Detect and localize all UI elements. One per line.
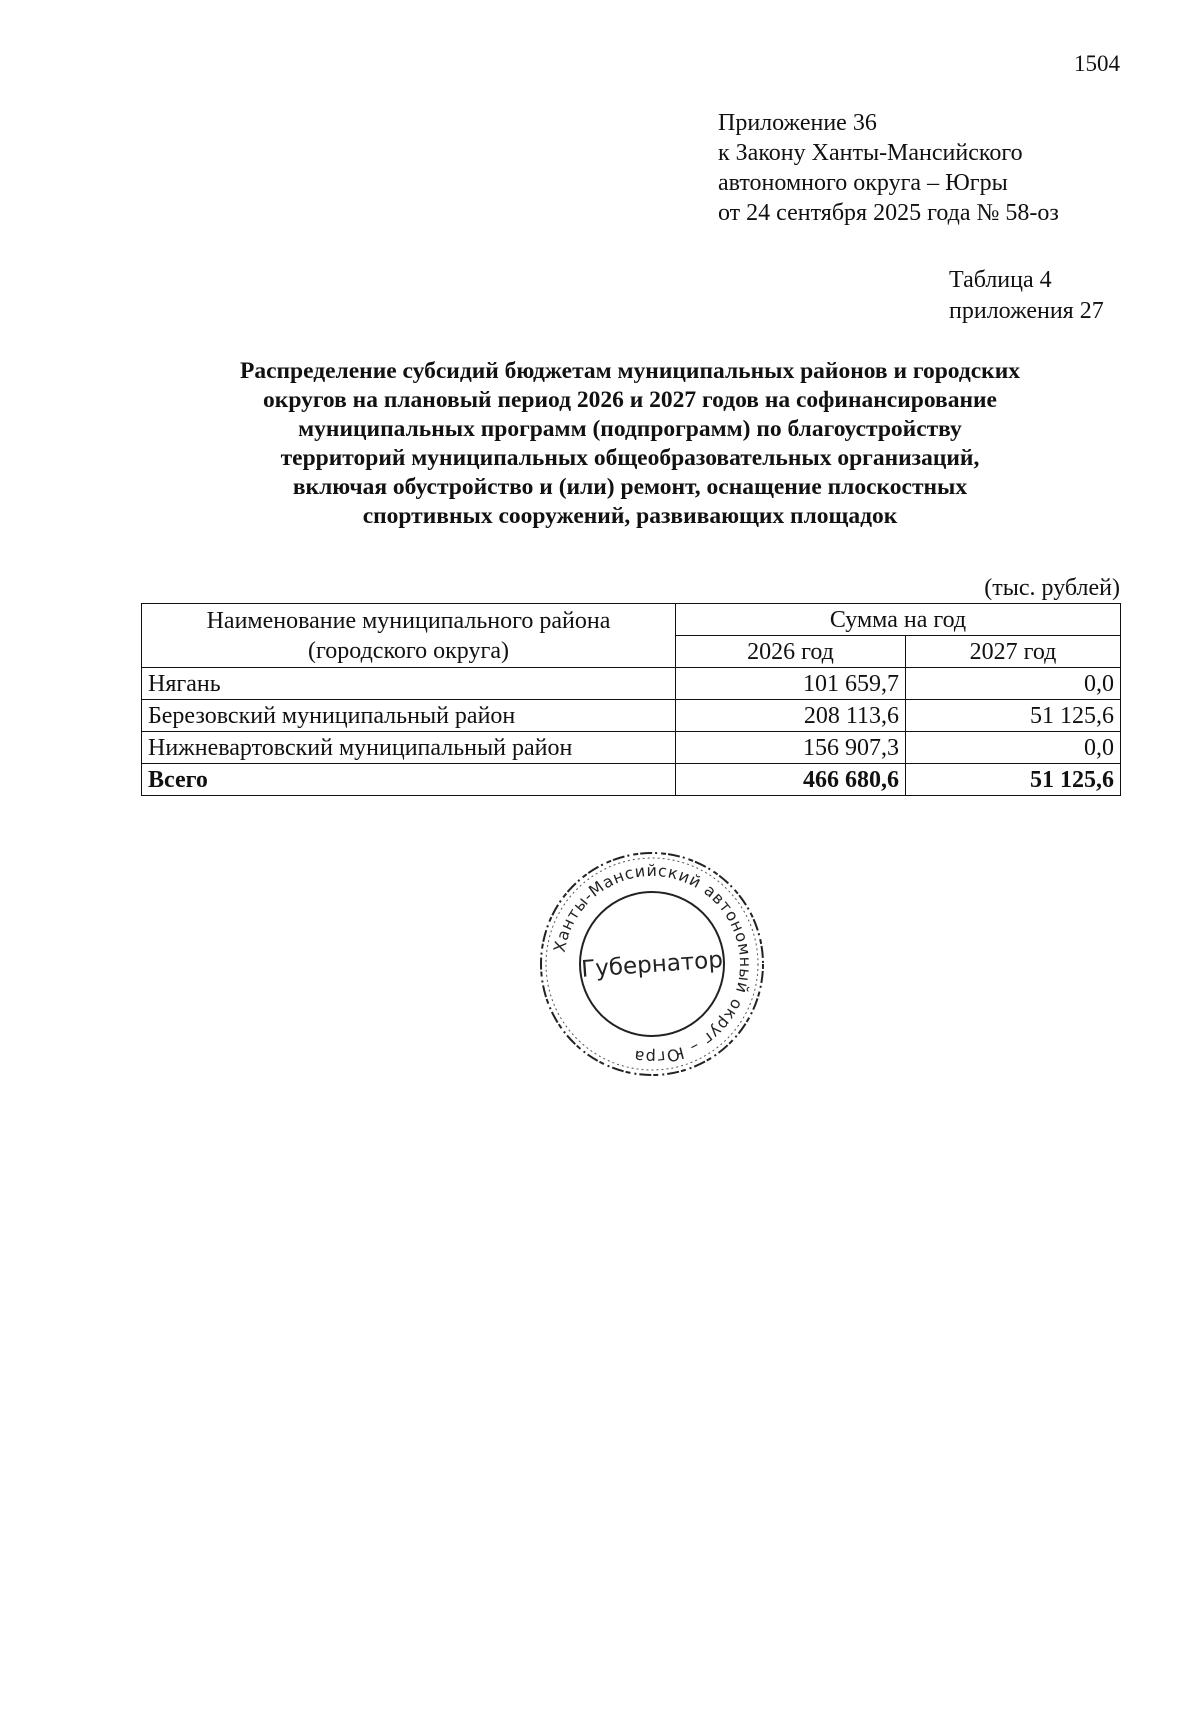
title-line: округов на плановый период 2026 и 2027 годов на софинансирование bbox=[263, 387, 997, 413]
header-name-line1: Наименование муниципального района bbox=[206, 607, 611, 634]
title-line: муниципальных программ (подпрограмм) по благоустройству bbox=[298, 416, 962, 442]
title-line: Распределение субсидий бюджетам муниципальных районов и городских bbox=[239, 358, 1021, 384]
appendix-line: к Закону Ханты-Мансийского bbox=[718, 140, 1023, 166]
units-label: (тыс. рублей) bbox=[984, 575, 1120, 601]
row-2026: 208 113,6 bbox=[676, 700, 906, 732]
title-line: спортивных сооружений, развивающих площадок bbox=[362, 503, 898, 529]
seal-ring-text: Ханты-Мансийский автономный округ – Югра bbox=[549, 860, 756, 1068]
row-2027: 51 125,6 bbox=[906, 700, 1121, 732]
row-2027: 0,0 bbox=[906, 732, 1121, 764]
table-ref-line: приложения 27 bbox=[949, 298, 1104, 324]
header-municipality bbox=[142, 604, 676, 668]
seal-center-text: Губернатор bbox=[580, 947, 724, 983]
appendix-reference bbox=[718, 108, 1138, 228]
header-sum-per-year: Сумма на год bbox=[676, 604, 1121, 636]
title-line: включая обустройство и (или) ремонт, оснащение плоскостных bbox=[292, 474, 968, 500]
header-2026: 2026 год bbox=[676, 636, 906, 668]
title-line: территорий муниципальных общеобразовательных организаций, bbox=[280, 445, 980, 471]
appendix-line: Приложение 36 bbox=[718, 110, 877, 136]
subsidy-table bbox=[141, 603, 1121, 796]
row-name: Березовский муниципальный район bbox=[142, 700, 676, 732]
document-title bbox=[140, 357, 1120, 531]
total-2027: 51 125,6 bbox=[906, 764, 1121, 796]
appendix-line: от 24 сентября 2025 года № 58-оз bbox=[718, 200, 1059, 226]
table-ref-line: Таблица 4 bbox=[949, 267, 1052, 293]
total-label: Всего bbox=[142, 764, 676, 796]
appendix-line: автономного округа – Югры bbox=[718, 170, 1008, 196]
row-2026: 156 907,3 bbox=[676, 732, 906, 764]
row-name: Нягань bbox=[142, 668, 676, 700]
header-name-line2: (городского округа) bbox=[308, 637, 509, 664]
table-row bbox=[142, 700, 1121, 732]
total-2026: 466 680,6 bbox=[676, 764, 906, 796]
total-row bbox=[142, 764, 1121, 796]
row-2027: 0,0 bbox=[906, 668, 1121, 700]
header-2027: 2027 год bbox=[906, 636, 1121, 668]
page-number: 1504 bbox=[1074, 51, 1120, 76]
table-row bbox=[142, 668, 1121, 700]
row-name: Нижневартовский муниципальный район bbox=[142, 732, 676, 764]
table-row bbox=[142, 732, 1121, 764]
row-2026: 101 659,7 bbox=[676, 668, 906, 700]
governor-seal bbox=[536, 848, 768, 1080]
table-reference bbox=[949, 265, 1129, 327]
